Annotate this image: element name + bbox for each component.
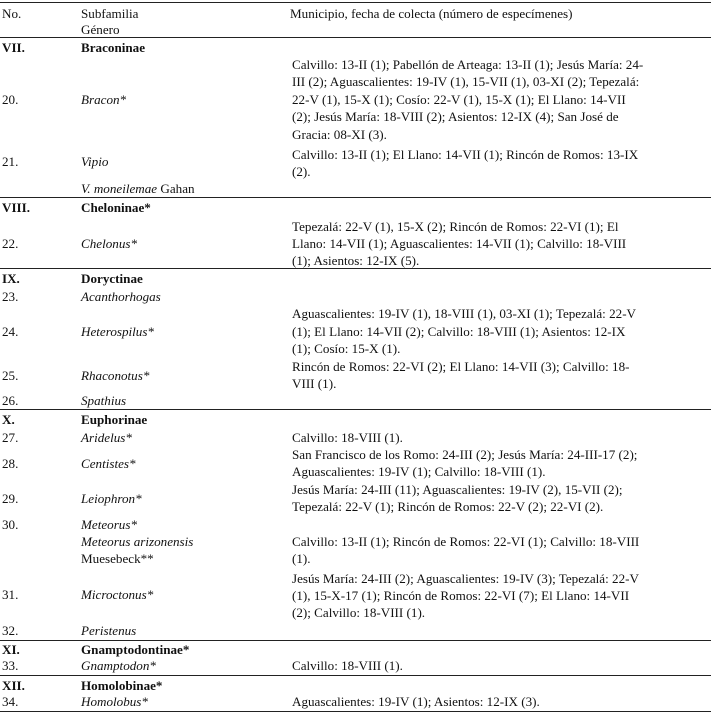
locality: Aguascalientes: 19-IV (1), 18-VIII (1), 03-XI (1); Tepezalá: 22-V	[292, 306, 637, 321]
locality: 22-V (1), 15-X (1); Cosío: 22-V (1), 15-X (1); El Llano: 14-VII	[292, 92, 626, 107]
row-number: 20.	[2, 92, 19, 107]
locality: (1), 15-X-17 (1); Rincón de Romos: 22-VI (7); El Llano: 14-VII	[292, 588, 630, 603]
locality: Calvillo: 18-VIII (1).	[292, 658, 403, 673]
rule	[0, 675, 711, 676]
header-municipio: Municipio, fecha de colecta (número de especímenes)	[290, 6, 573, 21]
row-number: 32.	[2, 623, 19, 638]
genus-name: Bracon*	[81, 92, 127, 107]
rule	[0, 711, 711, 712]
row-number: 26.	[2, 393, 19, 408]
subfamily-name: Doryctinae	[81, 271, 143, 286]
rule	[0, 37, 711, 38]
locality: Aguascalientes: 19-IV (1); Asientos: 12-IX (3).	[292, 694, 540, 709]
species-binomial: V. moneilemae	[81, 181, 158, 196]
row-number: 33.	[2, 658, 19, 673]
locality: Rincón de Romos: 22-VI (2); El Llano: 14-VII (3); Calvillo: 18-	[292, 359, 630, 374]
rule	[0, 197, 711, 198]
locality: San Francisco de los Romo: 24-III (2); Jesús María: 24-III-17 (2);	[292, 447, 638, 462]
locality: III (2); Aguascalientes: 19-IV (1), 15-VII (1), 03-XI (2); Tepezalá:	[292, 74, 640, 89]
genus-name: Spathius	[81, 393, 127, 408]
header-subfamilia: Subfamilia	[81, 6, 139, 21]
genus-name: Homolobus*	[81, 694, 148, 709]
genus-name: Chelonus*	[81, 236, 138, 251]
locality: (2); Calvillo: 18-VIII (1).	[292, 605, 426, 620]
row-number: 34.	[2, 694, 19, 709]
header-no: No.	[2, 6, 22, 21]
species-name	[81, 180, 195, 197]
genus-name: Centistes*	[81, 456, 136, 471]
row-number: 27.	[2, 430, 19, 445]
subfamily-name: Euphorinae	[81, 412, 148, 427]
section-number: X.	[2, 412, 15, 427]
genus-name: Leiophron*	[81, 491, 142, 506]
genus-name: Acanthorhogas	[81, 289, 161, 304]
genus-name: Gnamptodon*	[81, 658, 156, 673]
row-number: 21.	[2, 154, 19, 169]
genus-name: Aridelus*	[81, 430, 132, 445]
subfamily-name: Cheloninae*	[81, 200, 151, 215]
locality: Jesús María: 24-III (2); Aguascalientes: 19-IV (3); Tepezalá: 22-V	[292, 571, 639, 586]
locality: (1); El Llano: 14-VII (2); Calvillo: 18-VIII (1); Asientos: 12-IX	[292, 324, 626, 339]
locality: Llano: 14-VII (1); Aguascalientes: 14-VII (1); Calvillo: 18-VIII	[292, 236, 627, 251]
subfamily-name: Homolobinae*	[81, 678, 163, 693]
row-number: 28.	[2, 456, 19, 471]
section-number: IX.	[2, 271, 20, 286]
genus-name: Peristenus	[81, 623, 137, 638]
rule	[0, 409, 711, 410]
locality: (1); Cosío: 15-X (1).	[292, 341, 401, 356]
subfamily-name: Gnamptodontinae*	[81, 642, 190, 657]
row-number: 25.	[2, 368, 19, 383]
row-number: 31.	[2, 587, 19, 602]
section-number: VII.	[2, 40, 25, 55]
rule	[0, 2, 711, 3]
row-number: 29.	[2, 491, 19, 506]
genus-name: Vipio	[81, 154, 109, 169]
locality: (2).	[292, 164, 311, 179]
locality: Tepezalá: 22-V (1); Rincón de Romos: 22-V (2); 22-VI (2).	[292, 499, 604, 514]
locality: Calvillo: 18-VIII (1).	[292, 430, 403, 445]
locality: Tepezalá: 22-V (1), 15-X (2); Rincón de Romos: 22-VI (1); El	[292, 219, 619, 234]
rule	[0, 268, 711, 269]
locality: (1).	[292, 551, 311, 566]
locality: (2); Jesús María: 18-VIII (2); Asientos: 12-IX (4); San José de	[292, 109, 619, 124]
locality: VIII (1).	[292, 376, 337, 391]
header-genero: Género	[81, 22, 120, 37]
subfamily-name: Braconinae	[81, 40, 146, 55]
species-author: Muesebeck**	[81, 551, 154, 566]
species-author: Gahan	[157, 181, 195, 196]
locality: Aguascalientes: 19-IV (1); Calvillo: 18-VIII (1).	[292, 464, 546, 479]
row-number: 23.	[2, 289, 19, 304]
section-number: XII.	[2, 678, 25, 693]
locality: Calvillo: 13-II (1); Pabellón de Arteaga: 13-II (1); Jesús María: 24-	[292, 57, 644, 72]
section-number: XI.	[2, 642, 20, 657]
genus-name: Meteorus*	[81, 517, 138, 532]
locality: Jesús María: 24-III (11); Aguascalientes: 19-IV (2), 15-VII (2);	[292, 482, 623, 497]
row-number: 22.	[2, 236, 19, 251]
species-name: Meteorus arizonensis	[81, 534, 194, 549]
section-number: VIII.	[2, 200, 31, 215]
genus-name: Microctonus*	[81, 587, 154, 602]
genus-name: Rhaconotus*	[81, 368, 150, 383]
locality: (1); Asientos: 12-IX (5).	[292, 253, 420, 268]
locality: Calvillo: 13-II (1); Rincón de Romos: 22-VI (1); Calvillo: 18-VIII	[292, 534, 640, 549]
locality: Calvillo: 13-II (1); El Llano: 14-VII (1); Rincón de Romos: 13-IX	[292, 147, 639, 162]
row-number: 24.	[2, 324, 19, 339]
genus-name: Heterospilus*	[81, 324, 154, 339]
row-number: 30.	[2, 517, 19, 532]
locality: Gracia: 08-XI (3).	[292, 127, 387, 142]
